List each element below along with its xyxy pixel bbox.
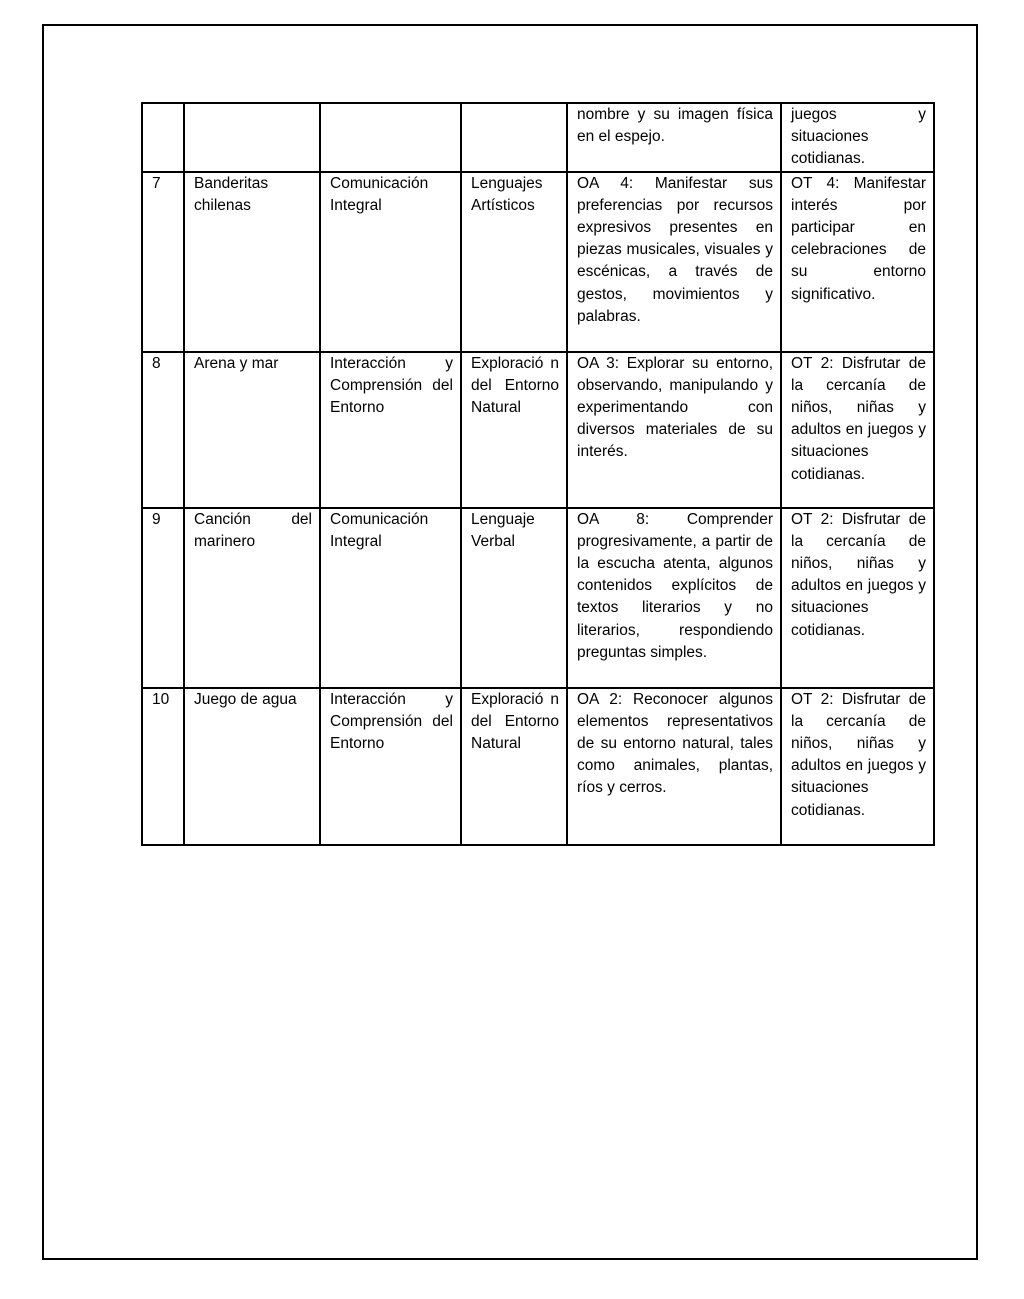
activities-table xyxy=(141,102,935,846)
cell-oa: OA 3: Explorar su entorno, observando, manipulando y experimentando con diversos materiales de su interés. xyxy=(567,352,781,508)
cell-area: Comunicación Integral xyxy=(320,172,461,352)
table-row xyxy=(142,508,934,688)
cell-number: 10 xyxy=(142,688,184,845)
cell-activity: Banderitas chilenas xyxy=(184,172,320,352)
cell-area xyxy=(320,103,461,172)
cell-number: 9 xyxy=(142,508,184,688)
cell-area: Interacción y Comprensión del Entorno xyxy=(320,352,461,508)
cell-ot: OT 4: Manifestar interés por participar en celebraciones de su entorno significativo. xyxy=(781,172,934,352)
cell-oa: OA 2: Reconocer algunos elementos representativos de su entorno natural, tales como animales, plantas, ríos y cerros. xyxy=(567,688,781,845)
cell-core: Exploració n del Entorno Natural xyxy=(461,688,567,845)
cell-number: 7 xyxy=(142,172,184,352)
cell-core: Lenguajes Artísticos xyxy=(461,172,567,352)
cell-activity: Canción del marinero xyxy=(184,508,320,688)
cell-activity: Arena y mar xyxy=(184,352,320,508)
cell-ot: OT 2: Disfrutar de la cercanía de niños, niñas y adultos en juegos y situaciones cotidianas. xyxy=(781,508,934,688)
table-row xyxy=(142,172,934,352)
table-row xyxy=(142,103,934,172)
cell-core: Lenguaje Verbal xyxy=(461,508,567,688)
cell-ot: OT 2: Disfrutar de la cercanía de niños, niñas y adultos en juegos y situaciones cotidianas. xyxy=(781,352,934,508)
table-row xyxy=(142,352,934,508)
cell-activity xyxy=(184,103,320,172)
cell-oa: nombre y su imagen física en el espejo. xyxy=(567,103,781,172)
cell-ot: juegos y situaciones cotidianas. xyxy=(781,103,934,172)
cell-number: 8 xyxy=(142,352,184,508)
cell-oa: OA 4: Manifestar sus preferencias por recursos expresivos presentes en piezas musicales, visuales y escénicas, a través de gestos, movimientos y palabras. xyxy=(567,172,781,352)
cell-activity: Juego de agua xyxy=(184,688,320,845)
cell-ot: OT 2: Disfrutar de la cercanía de niños, niñas y adultos en juegos y situaciones cotidianas. xyxy=(781,688,934,845)
cell-area: Comunicación Integral xyxy=(320,508,461,688)
table-row xyxy=(142,688,934,845)
cell-core xyxy=(461,103,567,172)
cell-oa: OA 8: Comprender progresivamente, a partir de la escucha atenta, algunos contenidos explícitos de textos literarios y no literarios, respondiendo preguntas simples. xyxy=(567,508,781,688)
cell-area: Interacción y Comprensión del Entorno xyxy=(320,688,461,845)
cell-number xyxy=(142,103,184,172)
cell-core: Exploració n del Entorno Natural xyxy=(461,352,567,508)
